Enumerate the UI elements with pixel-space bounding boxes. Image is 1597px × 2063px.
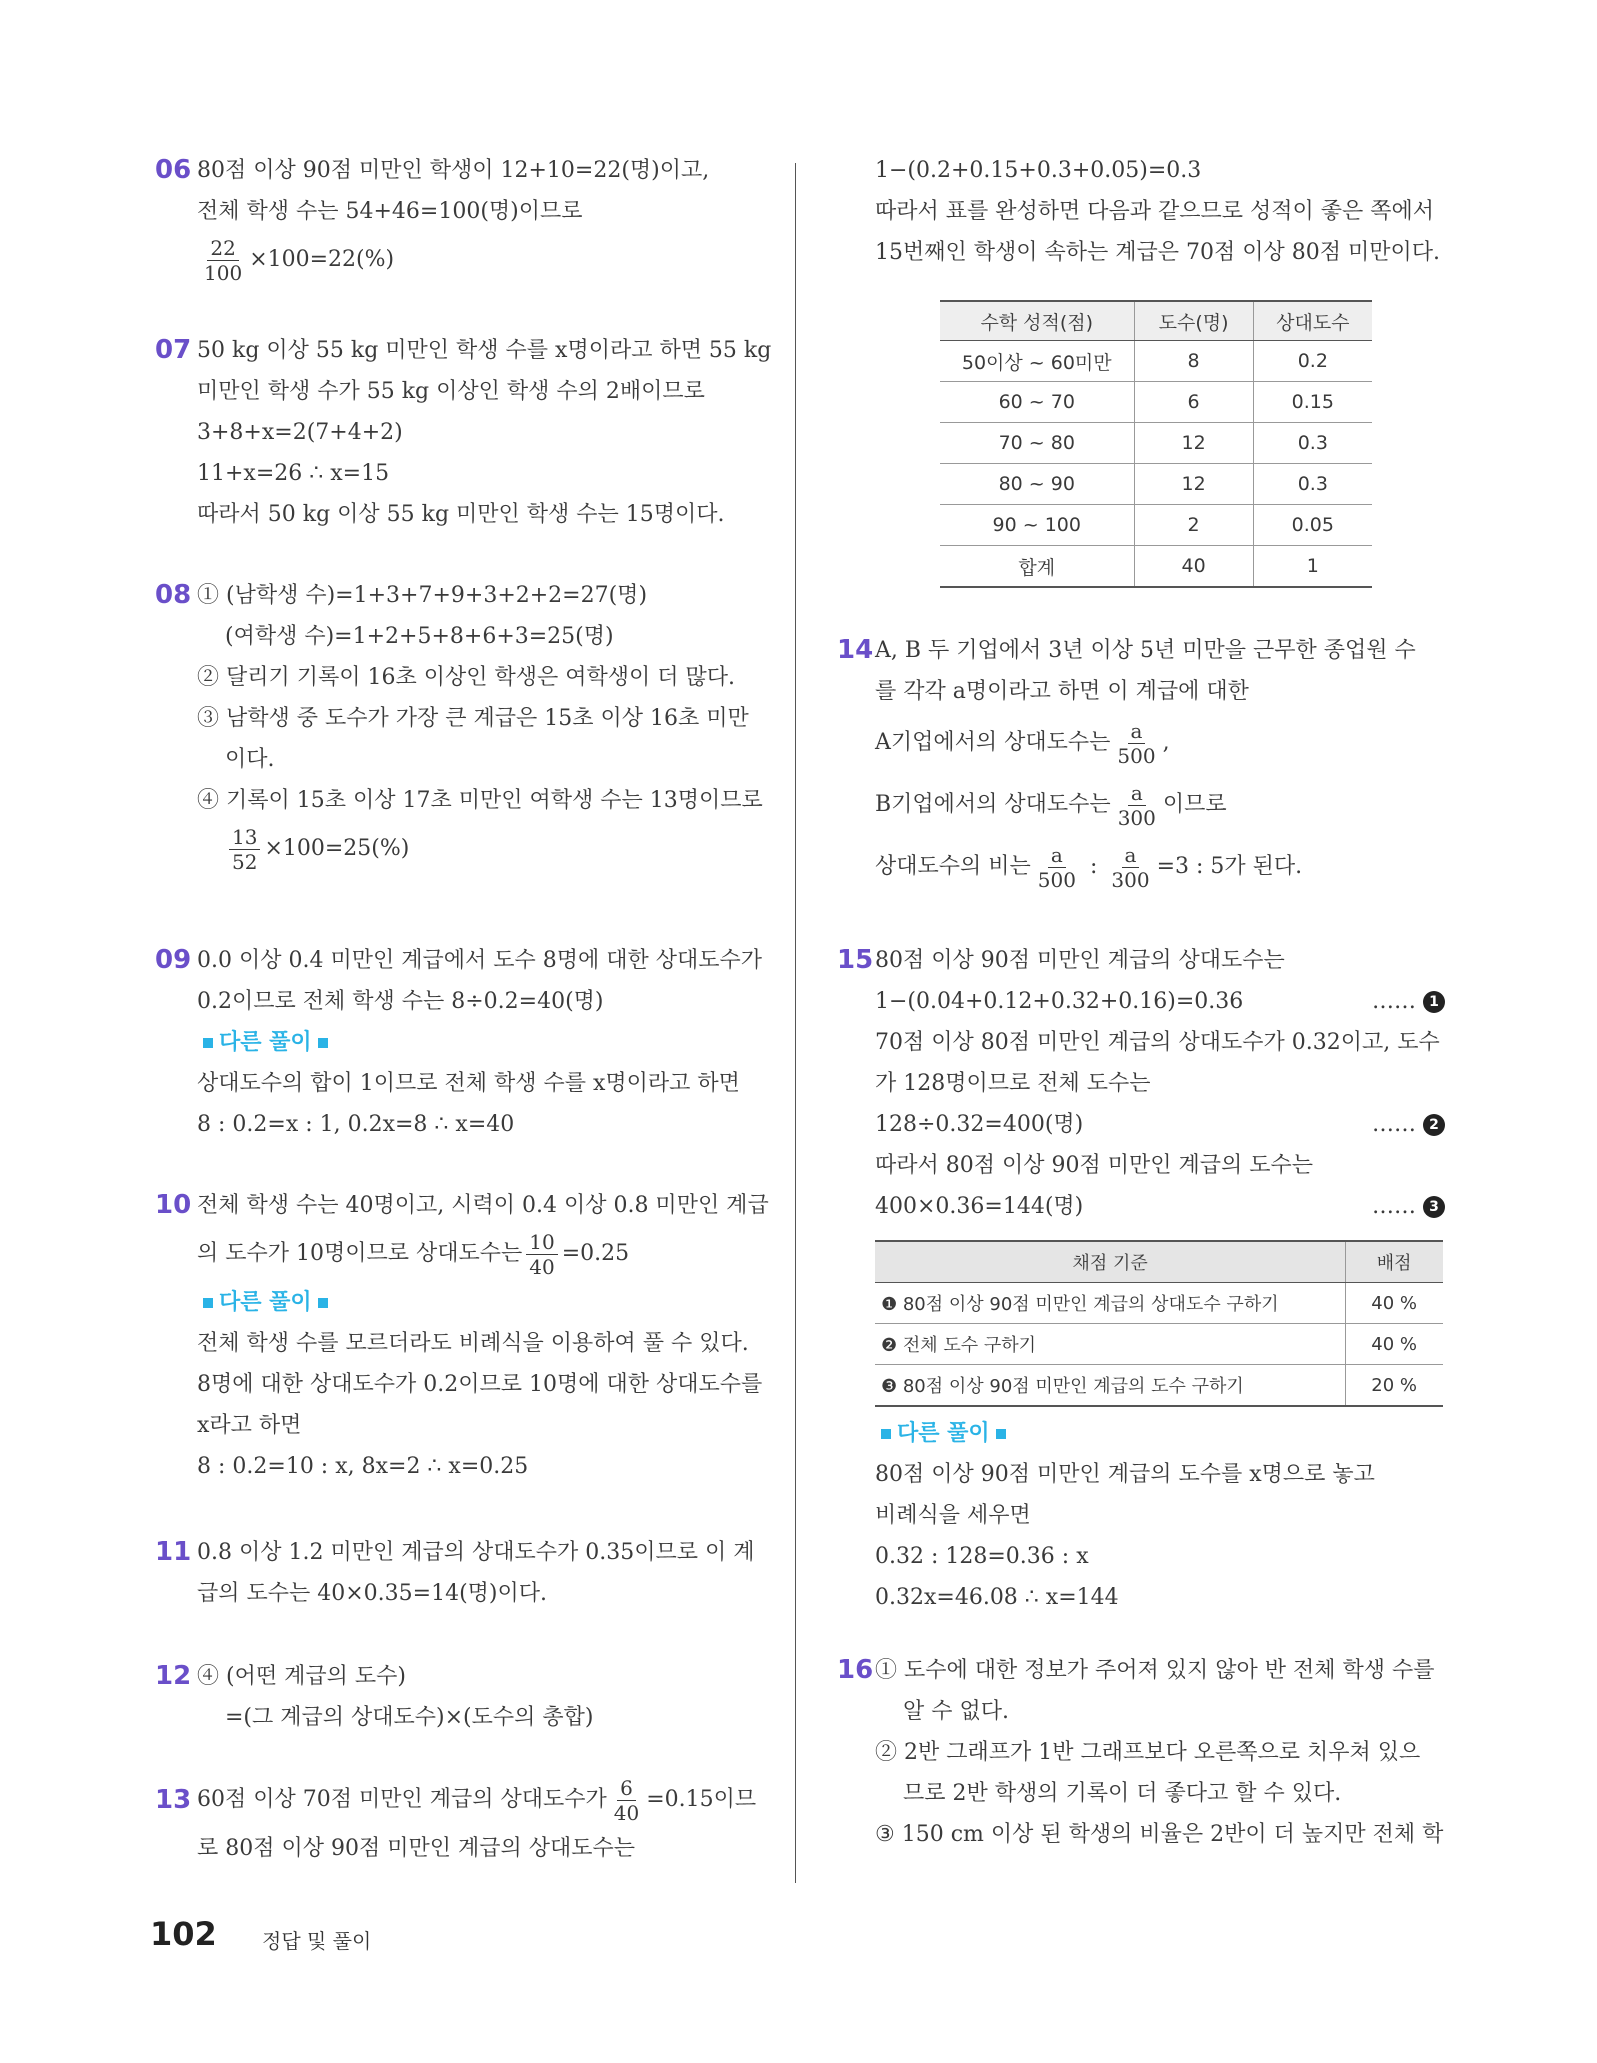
text-line: 0.8 이상 1.2 미만인 계급의 상대도수가 0.35이므로 이 계: [197, 1540, 755, 1565]
problem-number: 14: [837, 635, 874, 665]
text-line: 비례식을 세우면: [875, 1503, 1031, 1528]
step-1-icon: 1: [1423, 991, 1445, 1013]
text-line: 8 : 0.2=10 : x, 8x=2 ∴ x=0.25: [197, 1454, 529, 1479]
text-line: 전체 학생 수를 모르더라도 비례식을 이용하여 풀 수 있다.: [197, 1331, 749, 1356]
fraction-line: $\frac{13}{52}$ ×100=25(%): [197, 821, 765, 877]
step-marker: …… 3: [1372, 1186, 1445, 1227]
fraction: $\frac{a}{500}$: [1117, 718, 1156, 768]
text-line: ① (남학생 수)=1+3+7+9+3+2+2=27(명): [197, 583, 648, 608]
text-line: =(그 계급의 상대도수)×(도수의 총합): [225, 1705, 594, 1730]
step-marker: …… 1: [1372, 981, 1445, 1022]
text-line: 전체 학생 수는 54+46=100(명)이므로: [197, 199, 583, 224]
fraction: $\frac{a}{300}$: [1117, 780, 1156, 830]
problem-16: [837, 1650, 1445, 1855]
table-row: 70 ~ 80 12 0.3: [940, 423, 1372, 464]
page-number: 102: [150, 1915, 217, 1953]
footer-label: 정답 및 풀이: [262, 1929, 372, 1953]
fraction-line: $\frac{22}{100}$ ×100=22(%): [197, 232, 765, 288]
text-line: 므로 2반 학생의 기록이 더 좋다고 할 수 있다.: [903, 1781, 1342, 1806]
text-line: 0.32 : 128=0.36 : x: [875, 1544, 1089, 1569]
fraction-line: A기업에서의 상대도수는 $\frac{a}{500}$ ,: [875, 718, 1170, 768]
text-line: 급의 도수는 40×0.35=14(명)이다.: [197, 1581, 548, 1606]
fraction-line: 60점 이상 70점 미만인 계급의 상대도수가 $\frac{6}{40}$ =0.15이므: [197, 1775, 757, 1825]
text-line: (여학생 수)=1+2+5+8+6+3=25(명): [225, 624, 614, 649]
problem-number: 07: [155, 335, 192, 365]
table-header: 도수(명): [1134, 301, 1253, 341]
text-line: 1−(0.2+0.15+0.3+0.05)=0.3: [875, 158, 1202, 183]
fraction-line: 상대도수의 비는 $\frac{a}{500}$ : $\frac{a}{300}$ =3 : 5가 된다.: [875, 842, 1303, 892]
fraction: $\frac{22}{100}$: [204, 235, 243, 285]
text-line: 80점 이상 90점 미만인 계급의 도수를 x명으로 놓고: [875, 1462, 1375, 1487]
text-line: 400×0.36=144(명) …… 3: [875, 1186, 1445, 1227]
text-line: 11+x=26 ∴ x=15: [197, 461, 390, 486]
text-line: x라고 하면: [197, 1413, 302, 1438]
problem-number: 10: [155, 1190, 192, 1220]
problem-09: [155, 940, 765, 1145]
text-line: ① 도수에 대한 정보가 주어져 있지 않아 반 전체 학생 수를: [875, 1658, 1435, 1683]
table-row: 60 ~ 70 6 0.15: [940, 382, 1372, 423]
problem-15: [837, 940, 1445, 1610]
text-line: 3+8+x=2(7+4+2): [197, 420, 403, 445]
text-line: 8명에 대한 상대도수가 0.2이므로 10명에 대한 상대도수를: [197, 1372, 763, 1397]
text-line: 이다.: [225, 747, 275, 772]
table-row: ❶ 80점 이상 90점 미만인 계급의 상대도수 구하기 40 %: [875, 1283, 1443, 1324]
problem-13: [155, 1772, 765, 1869]
alt-solution-label: 다른 풀이: [197, 1282, 765, 1323]
fraction: $\frac{a}{300}$: [1111, 842, 1150, 892]
problem-12: [155, 1656, 765, 1738]
problem-number: 11: [155, 1537, 192, 1567]
text-line: 따라서 표를 완성하면 다음과 같으므로 성적이 좋은 쪽에서: [875, 199, 1435, 224]
text-line: 1−(0.04+0.12+0.32+0.16)=0.36 …… 1: [875, 981, 1445, 1022]
alt-solution-label: 다른 풀이: [875, 1413, 1445, 1454]
fraction: $\frac{a}{500}$: [1037, 842, 1076, 892]
table-header: 상대도수: [1253, 301, 1372, 341]
text-line: ④ 기록이 15초 이상 17초 미만인 여학생 수는 13명이므로: [197, 788, 763, 813]
text-line: 를 각각 a명이라고 하면 이 계급에 대한: [875, 679, 1249, 704]
text-line: ② 2반 그래프가 1반 그래프보다 오른쪽으로 치우쳐 있으: [875, 1740, 1421, 1765]
text-line: 80점 이상 90점 미만인 학생이 12+10=22(명)이고,: [197, 158, 710, 183]
table-row: 80 ~ 90 12 0.3: [940, 464, 1372, 505]
text-line: 128÷0.32=400(명) …… 2: [875, 1104, 1445, 1145]
step-3-icon: 3: [1423, 1196, 1445, 1218]
fraction-line: B기업에서의 상대도수는 $\frac{a}{300}$ 이므로: [875, 780, 1227, 830]
problem-number: 15: [837, 945, 874, 975]
problem-07: [155, 330, 772, 535]
text-line: ② 달리기 기록이 16초 이상인 학생은 여학생이 더 많다.: [197, 665, 735, 690]
problem-11: [155, 1532, 765, 1614]
text-line: 알 수 없다.: [903, 1699, 1009, 1724]
table-total-row: 합계 40 1: [940, 546, 1372, 588]
problem-13-continued: [875, 150, 1445, 273]
text-line: 로 80점 이상 90점 미만인 계급의 상대도수는: [197, 1836, 635, 1861]
text-line: 0.0 이상 0.4 미만인 계급에서 도수 8명에 대한 상대도수가: [197, 948, 762, 973]
problem-number: 12: [155, 1661, 192, 1691]
table-header: 배점: [1346, 1241, 1443, 1283]
table-row: ❷ 전체 도수 구하기 40 %: [875, 1324, 1443, 1365]
table-header: 채점 기준: [875, 1241, 1346, 1283]
frequency-table: [940, 300, 1372, 588]
text-line: 50 kg 이상 55 kg 미만인 학생 수를 x명이라고 하면 55 kg: [197, 338, 772, 363]
step-2-icon: 2: [1423, 1114, 1445, 1136]
text-line: ③ 남학생 중 도수가 가장 큰 계급은 15초 이상 16초 미만: [197, 706, 749, 731]
text-line: ④ (어떤 계급의 도수): [197, 1664, 406, 1689]
text-line: 상대도수의 합이 1이므로 전체 학생 수를 x명이라고 하면: [197, 1071, 740, 1096]
table-row: 50이상 ~ 60미만 8 0.2: [940, 341, 1372, 382]
text-line: A, B 두 기업에서 3년 이상 5년 미만을 근무한 종업원 수: [875, 638, 1416, 663]
text-line: 미만인 학생 수가 55 kg 이상인 학생 수의 2배이므로: [197, 379, 705, 404]
problem-14: [837, 630, 1445, 898]
step-marker: …… 2: [1372, 1104, 1445, 1145]
fraction: $\frac{13}{52}$: [229, 825, 260, 874]
problem-number: 09: [155, 945, 192, 975]
table-header: 수학 성적(점): [940, 301, 1134, 341]
text-line: 가 128명이므로 전체 도수는: [875, 1071, 1151, 1096]
problem-08: [155, 575, 765, 877]
problem-06: [155, 150, 765, 288]
problem-10: [155, 1185, 769, 1487]
alt-solution-label: 다른 풀이: [197, 1022, 765, 1063]
text-line: 따라서 80점 이상 90점 미만인 계급의 도수는: [875, 1153, 1313, 1178]
text-line: 70점 이상 80점 미만인 계급의 상대도수가 0.32이고, 도수: [875, 1030, 1440, 1055]
text-line: 0.32x=46.08 ∴ x=144: [875, 1585, 1119, 1610]
fraction: $\frac{6}{40}$: [613, 1775, 640, 1825]
table-row: 90 ~ 100 2 0.05: [940, 505, 1372, 546]
problem-number: 13: [155, 1785, 192, 1815]
text-line: 전체 학생 수는 40명이고, 시력이 0.4 이상 0.8 미만인 계급: [197, 1193, 769, 1218]
text-line: 15번째인 학생이 속하는 계급은 70점 이상 80점 미만이다.: [875, 240, 1440, 265]
text-line: 따라서 50 kg 이상 55 kg 미만인 학생 수는 15명이다.: [197, 502, 725, 527]
table-row: ❸ 80점 이상 90점 미만인 계급의 도수 구하기 20 %: [875, 1365, 1443, 1407]
text-line: ③ 150 cm 이상 된 학생의 비율은 2반이 더 높지만 전체 학: [875, 1822, 1444, 1847]
problem-number: 08: [155, 580, 192, 610]
text-line: 8 : 0.2=x : 1, 0.2x=8 ∴ x=40: [197, 1112, 515, 1137]
problem-number: 16: [837, 1655, 874, 1685]
alt-solution: [875, 1413, 1445, 1618]
fraction-line: 의 도수가 10명이므로 상대도수는 $\frac{10}{40}$ =0.25: [197, 1229, 630, 1279]
text-line: 0.2이므로 전체 학생 수는 8÷0.2=40(명): [197, 989, 604, 1014]
column-divider: [795, 163, 796, 1883]
fraction: $\frac{10}{40}$: [526, 1230, 557, 1279]
scoring-table: [875, 1240, 1443, 1407]
problem-number: 06: [155, 155, 192, 185]
text-line: 80점 이상 90점 미만인 계급의 상대도수는: [875, 948, 1285, 973]
